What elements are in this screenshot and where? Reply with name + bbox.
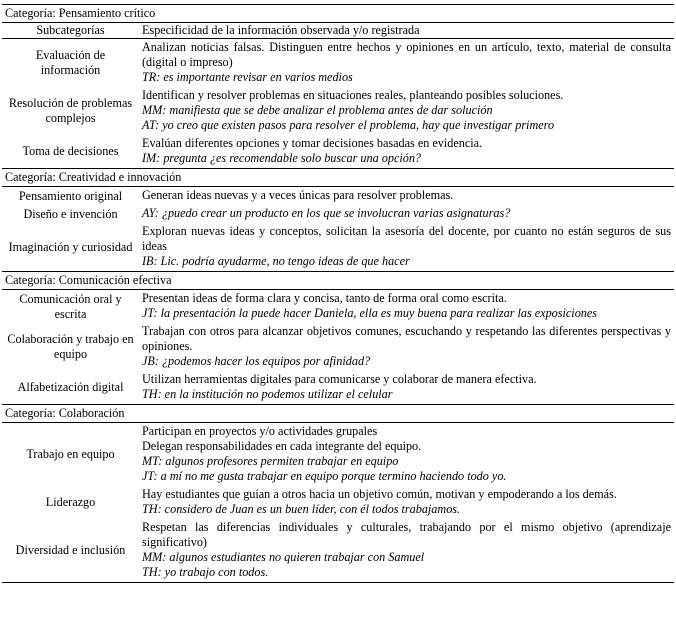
table-row (2, 205, 674, 223)
table-row (2, 290, 674, 324)
quote-text: MM: algunos estudiantes no quieren trabajar con Samuel (142, 550, 425, 564)
quote-text: JB: ¿podemos hacer los equipos por afinidad? (142, 354, 371, 368)
category-title: Categoría: Pensamiento crítico (2, 5, 674, 23)
category-row (2, 405, 674, 423)
description-text: Presentan ideas de forma clara y concisa, tanto de forma oral como escrita. (142, 291, 507, 305)
description-text: Evalúan diferentes opciones y tomar decisiones basadas en evidencia. (142, 136, 483, 150)
quote-text: MM: manifiesta que se debe analizar el problema antes de dar solución (142, 103, 493, 117)
subcategory-cell: Trabajo en equipo (26, 447, 115, 461)
quote-text: JT: la presentación la puede hacer Daniela, ella es muy buena para realizar las exposiciones (142, 306, 598, 320)
description-text: Trabajan con otros para alcanzar objetivos comunes, escuchando y respetando las diferentes perspectivas y opiniones. (142, 324, 671, 353)
category-title: Categoría: Colaboración (2, 405, 674, 423)
quote-text: AY: ¿puedo crear un producto en los que se involucran varias asignaturas? (142, 206, 511, 220)
description-cell (139, 519, 674, 583)
description-cell (139, 290, 674, 324)
table-row (2, 519, 674, 583)
description-text: Exploran nuevas ideas y conceptos, solicitan la asesoría del docente, por cuanto no están seguros de sus ideas (142, 224, 671, 253)
description-cell (139, 187, 674, 206)
quote-text: TH: considero de Juan es un buen líder, con él todos trabajamos. (142, 502, 461, 516)
description-cell (139, 371, 674, 405)
subcategory-cell: Evaluación de información (35, 48, 106, 77)
quote-text: JT: a mí no me gusta trabajar en equipo porque termino haciendo todo yo. (142, 469, 507, 483)
description-cell (139, 223, 674, 272)
subcategory-cell: Diversidad e inclusión (2, 519, 139, 583)
table-row (2, 187, 674, 206)
quote-text: TH: yo trabajo con todos. (142, 565, 269, 579)
quote-text: MT: algunos profesores permiten trabajar en equipo (142, 454, 399, 468)
table-header (2, 23, 674, 39)
table-row (2, 323, 674, 371)
header-especificidad: Especificidad de la información observada y/o registrada (139, 23, 674, 39)
description-text: Analizan noticias falsas. Distinguen entre hechos y opiniones en un artículo, texto, material de consulta (digital o impreso) (142, 40, 671, 69)
quote-text: AT: yo creo que existen pasos para resolver el problema, hay que investigar primero (142, 118, 555, 132)
description-text: Generan ideas nuevas y a veces únicas para resolver problemas. (142, 188, 454, 202)
quote-text: IB: Lic. podría ayudarme, no tengo ideas de que hacer (142, 254, 410, 268)
description-text: Participan en proyectos y/o actividades grupales (142, 424, 378, 438)
table-row (2, 423, 674, 487)
table-row (2, 39, 674, 88)
description-cell (139, 423, 674, 487)
subcategory-cell: Comunicación oral y escrita (19, 291, 122, 321)
category-title: Categoría: Creatividad e innovación (2, 169, 674, 187)
table-row (2, 135, 674, 169)
subcategory-cell: Liderazgo (45, 495, 96, 509)
header-subcategorias: Subcategorías (2, 23, 139, 39)
subcategory-cell: Resolución de problemas complejos (8, 96, 133, 125)
table-row (2, 486, 674, 519)
table-row (2, 371, 674, 405)
description-text: Identifican y resolver problemas en situaciones reales, planteando posibles soluciones. (142, 88, 564, 102)
description-cell (139, 205, 674, 223)
subcategory-cell: Diseño e invención (23, 206, 118, 221)
quote-text: TR: es importante revisar en varios medios (142, 70, 353, 84)
category-row (2, 169, 674, 187)
table-row (2, 223, 674, 272)
description-cell (139, 39, 674, 88)
quote-text: IM: pregunta ¿es recomendable solo buscar una opción? (142, 151, 422, 165)
category-title: Categoría: Comunicación efectiva (2, 272, 674, 290)
subcategory-cell: Toma de decisiones (22, 144, 119, 158)
subcategory-cell: Alfabetización digital (17, 380, 124, 394)
description-text: Delegan responsabilidades en cada integrante del equipo. (142, 439, 422, 453)
description-cell (139, 87, 674, 135)
category-row (2, 272, 674, 290)
subcategory-cell: Pensamiento original (18, 188, 123, 203)
description-text: Utilizan herramientas digitales para comunicarse y colaborar de manera efectiva. (142, 372, 537, 386)
subcategory-cell: Colaboración y trabajo en equipo (7, 332, 134, 361)
subcategory-cell: Imaginación y curiosidad (8, 239, 133, 254)
description-cell (139, 323, 674, 371)
table-row (2, 87, 674, 135)
category-row (2, 5, 674, 23)
description-cell (139, 486, 674, 519)
quote-text: TH: en la institución no podemos utilizar el celular (142, 387, 393, 401)
description-text: Respetan las diferencias individuales y culturales, trabajando por el mismo objetivo (aprendizaje significativo) (142, 520, 671, 549)
description-text: Hay estudiantes que guían a otros hacia un objetivo común, motivan y empoderando a los demás. (142, 487, 617, 501)
description-cell (139, 135, 674, 169)
competencias-table (2, 4, 674, 583)
